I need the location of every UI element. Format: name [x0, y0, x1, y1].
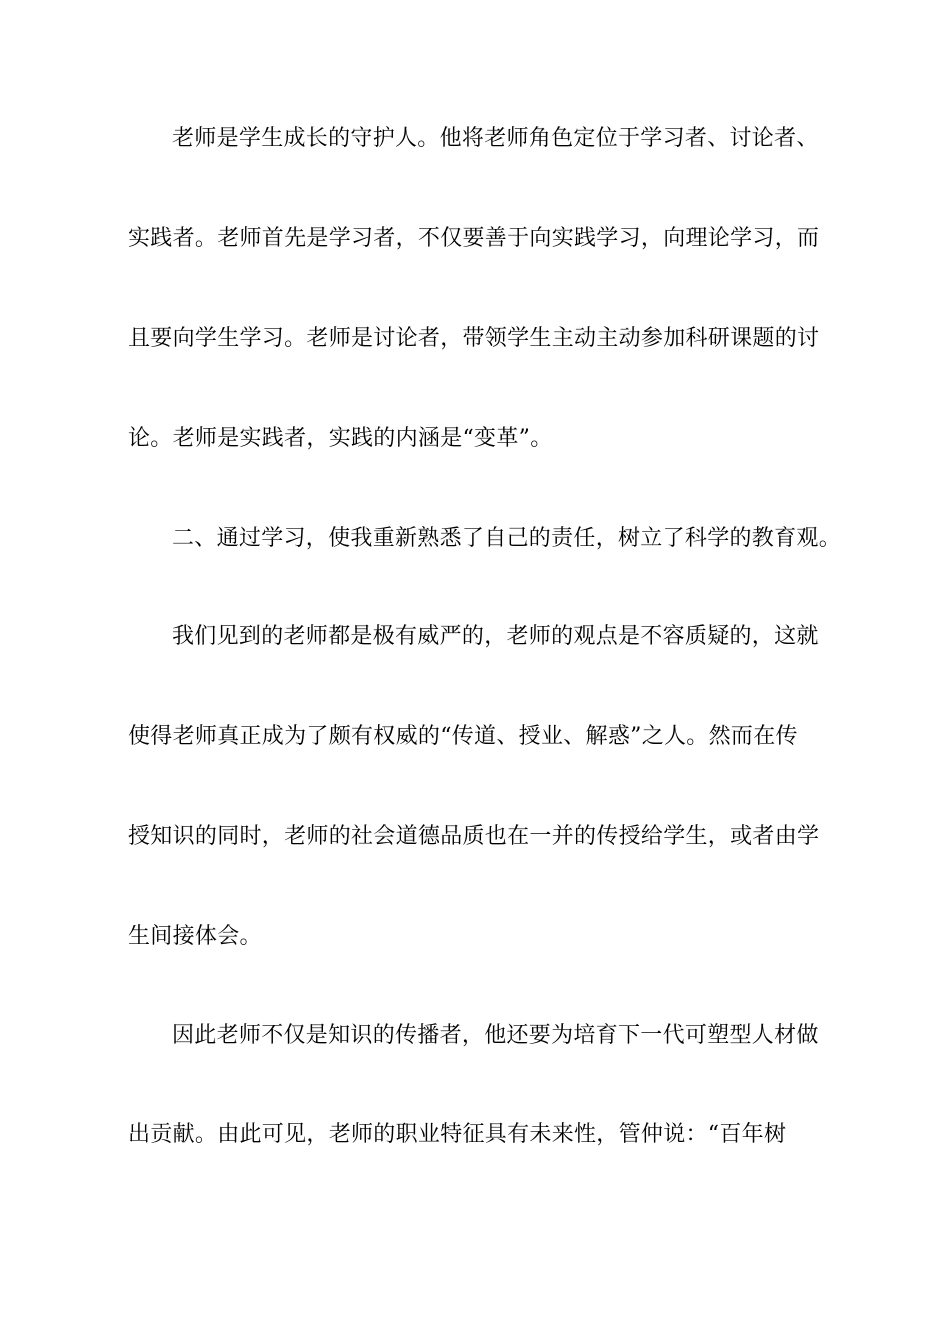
paragraph-2-line-3: 授知识的同时，老师的社会道德品质也在一并的传授给学生，或者由学 — [128, 824, 820, 849]
paragraph-2-line-2: 使得老师真正成为了颇有权威的“传道、授业、解惑”之人。然而在传 — [128, 724, 798, 749]
paragraph-1-line-4: 论。老师是实践者，实践的内涵是“变革”。 — [128, 426, 553, 451]
paragraph-2-line-1: 我们见到的老师都是极有威严的，老师的观点是不容质疑的，这就 — [172, 624, 819, 649]
paragraph-3-line-1: 因此老师不仅是知识的传播者，他还要为培育下一代可塑型人材做 — [172, 1023, 819, 1048]
section-heading-2: 二、通过学习，使我重新熟悉了自己的责任，树立了科学的教育观。 — [172, 526, 842, 551]
paragraph-1-line-3: 且要向学生学习。老师是讨论者，带领学生主动主动参加科研课题的讨 — [128, 326, 820, 351]
paragraph-2-line-4: 生间接体会。 — [128, 924, 262, 949]
paragraph-3-line-2: 出贡献。由此可见，老师的职业特征具有未来性，管仲说：“百年树 — [128, 1122, 787, 1147]
paragraph-1-line-1: 老师是学生成长的守护人。他将老师角色定位于学习者、讨论者、 — [172, 126, 819, 151]
paragraph-1-line-2: 实践者。老师首先是学习者，不仅要善于向实践学习，向理论学习，而 — [128, 226, 820, 251]
